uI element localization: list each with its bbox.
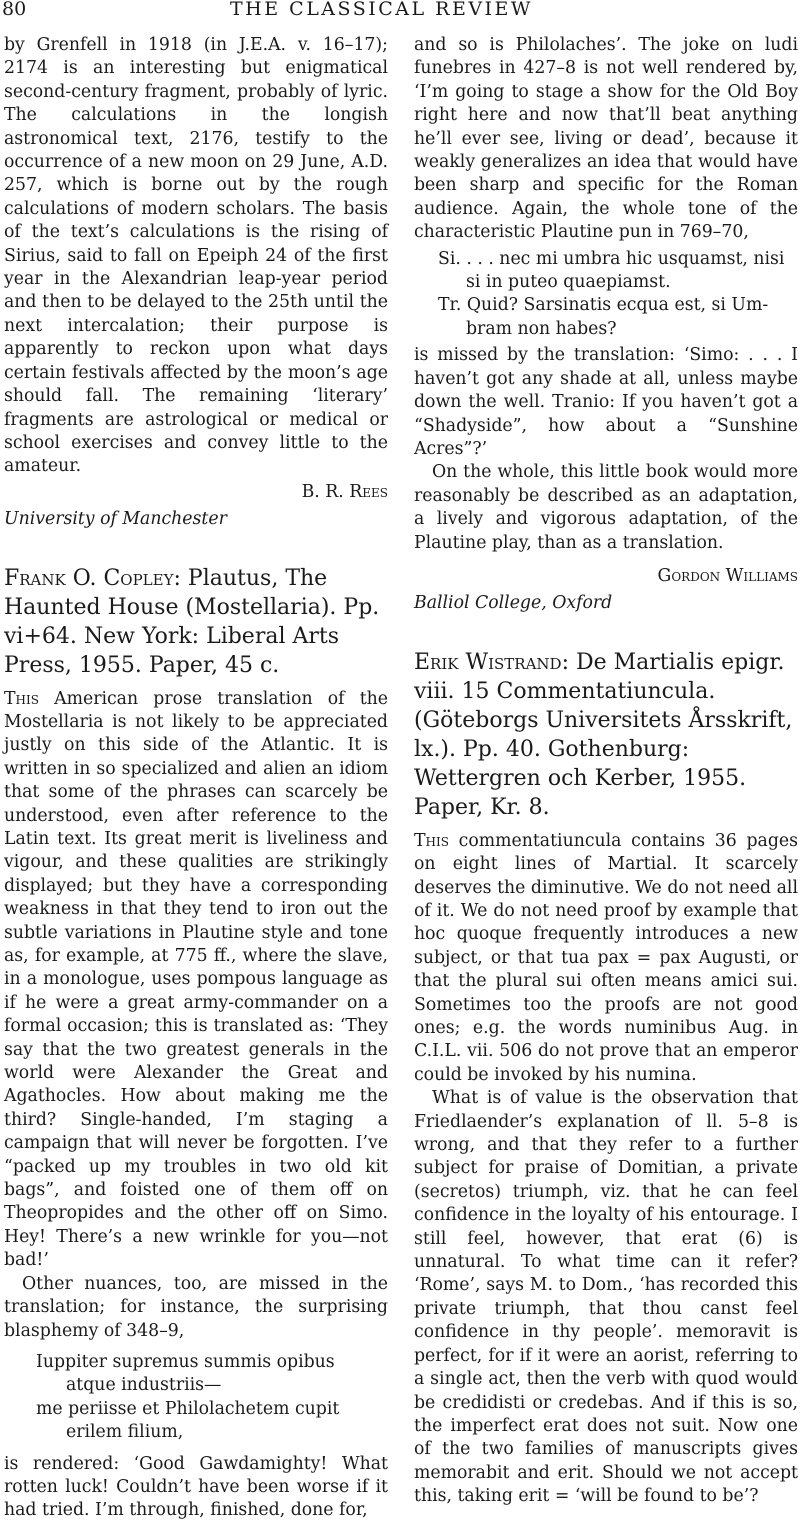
verse-line: Iuppiter supremus summis opibus [36, 1351, 335, 1372]
paragraph: and so is Philolaches’. The joke on ludi funebres in 427–8 is not well rendered by, ‘I’m going to stage a show for the Old Boy right here and now that’ll beat anything he’ll ever see, living or dead’, because it weakly generalizes an idea that would have been sharp and specific for the Roman audience. Again, the whole tone of the characteristic Plautine pun in 769–70, [414, 35, 798, 243]
verse-quotation [438, 248, 798, 342]
verse-line: Tr. Quid? Sarsinatis ecqua est, si Um- [438, 295, 769, 316]
opening-word: This [4, 688, 39, 709]
left-column [4, 34, 388, 1523]
verse-line: Si. . . . nec mi umbra hic usquamst, nisi [438, 248, 785, 269]
opening-word: This [414, 830, 449, 851]
paragraph: What is of value is the observation that Friedlaender’s explanation of ll. 5–8 is wrong, and that they refer to a further subject for praise of Domitian, a private (secretos) triumph, viz. that he can feel confidence in the loyalty of his entourage. I still feel, however, that erat (6) is unnatural. To what time can it refer? ‘Rome’, says M. to Dom., ‘has recorded this private triumph, that thou canst feel confidence in thy people’. memoravit is perfect, for if it were an aorist, referring to a single act, then the verb with quod would be credidisti or credebas. And if this is so, the imperfect erat does not suit. Now one of the two families of manuscripts gives memorabit and erit. Should we not accept this, taking erit = ‘will be found to be’? [414, 1088, 798, 1507]
paragraph: is missed by the translation: ‘Simo: . . . I haven’t got any shade at all, unless maybe down the well. Tranio: If you haven’t got a “Shadyside”, how about a “Sunshine Acres”?’ [414, 345, 798, 459]
running-header [0, 0, 800, 22]
verse-line: atque industriis— [66, 1375, 222, 1396]
paragraph: This commentatiuncula contains 36 pages on eight lines of Martial. It scarcely deserves the diminutive. We do not need all of it. We do not need proof by example that hoc quoque frequently introduces a new subject, or that tua pax = pax Augusti, or that the plural sui often means amici sui. Sometimes too the proofs are not good ones; e.g. the words numinibus Aug. in C.I.L. vii. 506 do not prove that an emperor could be invoked by his numina. [414, 830, 798, 1085]
verse-line: erilem filium, [66, 1422, 184, 1443]
paragraph: This American prose translation of the Mostellaria is not likely to be appreciated justly on this side of the Atlantic. It is written in so specialized and alien an idiom that some of the phrases can scarcely be understood, even after reference to the Latin text. Its great merit is liveliness and vigour, and these qualities are strikingly displayed; but they have a corresponding weakness in that they tend to iron out the subtle variations in Plautine style and tone as, for example, at 775 ff., where the slave, in a monologue, uses pompous language as if he were a great army-commander on a formal occasion; this is translated as: ‘They say that the two greatest generals in the world were Alexander the Great and Agathocles. How about making me the third? Single-handed, I’m staging a campaign that will never be forgotten. I’ve “packed up my troubles in two old kit bags”, and foisted one of them off on Theopropides and the other off on Simo. Hey! There’s a new wrinkle for you—not bad!’ [4, 688, 388, 1271]
verse-quotation [36, 1351, 388, 1445]
reviewer-signature: Gordon Williams [657, 565, 798, 586]
page-number: 80 [2, 0, 27, 20]
paragraph: On the whole, this little book would more reasonably be described as an adaptation, a lively and vigorous adaptation, of the Plautine play, than as a translation. [414, 462, 798, 553]
review-author: Frank O. Copley: [4, 565, 181, 591]
review-title: De Martialis epigr. viii. 15 Commentatiuncula. (Göteborgs Universitets Årsskrift, lx.). Pp. 40. Gothenburg: Wettergren och Kerber, 1955. Paper, Kr. 8. [414, 649, 793, 820]
right-column [414, 34, 798, 1509]
review-title: Plautus, The Haunted House (Mostellaria). Pp. vi+64. New York: Liberal Arts Press, 1955. Paper, 45 c. [4, 565, 380, 678]
verse-line: me periisse et Philolachetem cupit [36, 1398, 340, 1419]
verse-line: bram non habes? [466, 318, 617, 339]
reviewer-signature: B. R. Rees [301, 481, 388, 502]
reviewer-affiliation: University of Manchester [4, 509, 227, 530]
reviewer-affiliation: Balliol College, Oxford [414, 593, 613, 614]
paragraph: Other nuances, too, are missed in the translation; for instance, the surprising blasphemy of 348–9, [4, 1273, 388, 1341]
running-title: THE CLASSICAL REVIEW [230, 0, 533, 20]
review-author: Erik Wistrand: [414, 649, 569, 675]
review-heading [414, 648, 798, 822]
paragraph: by Grenfell in 1918 (in J.E.A. v. 16–17); 2174 is an interesting but enigmatical second-century fragment, probably of lyric. The calculations in the longish astronomical text, 2176, testify to the occurrence of a new moon on 29 June, A.D. 257, which is borne out by the rough calculations of modern scholars. The basis of the text’s calculations is the rising of Sirius, said to fall on Epeiph 24 of the first year in the Alexandrian leap-year period and then to be delayed to the 25th until the next intercalation; their purpose is apparently to reckon upon what days certain festivals affected by the moon’s age should fall. The remaining ‘literary’ fragments are astrological or medical or school exercises and convey little to the amateur. [4, 35, 388, 477]
verse-line: si in puteo quaepiamst. [466, 272, 671, 293]
review-heading [4, 564, 388, 680]
paragraph: is rendered: ‘Good Gawdamighty! What rotten luck! Couldn’t have been worse if it had tried. I’m through, finished, done for, [4, 1453, 388, 1521]
